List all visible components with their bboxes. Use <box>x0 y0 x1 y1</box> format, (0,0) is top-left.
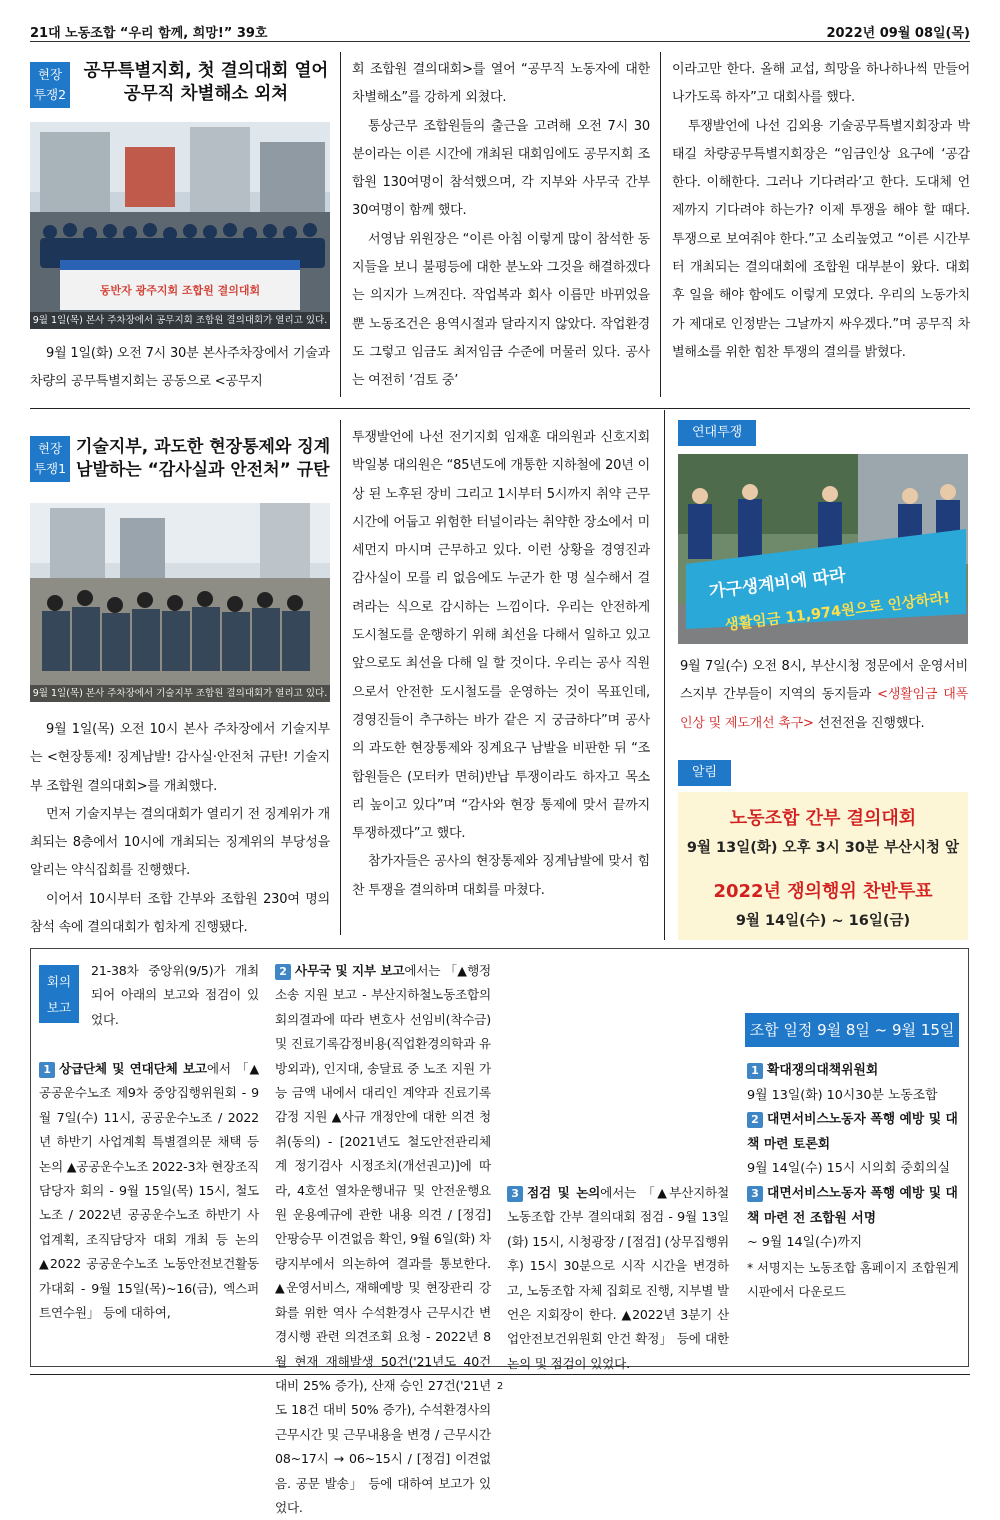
item-title: 대면서비스노동자 폭행 예방 및 대책 마련 전 조합원 서명 <box>747 1185 958 1226</box>
section-number: 3 <box>507 1186 523 1202</box>
paragraph: 통상근무 조합원들의 출근을 고려해 오전 7시 30분이라는 이른 시간에 개최된 대회임에도 공무지회 조합원 130여명이 참석했으며, 각 지부와 사무국 간부 30여명이 함께 했다. <box>352 118 650 219</box>
article1-col1 <box>30 340 330 397</box>
article-headline <box>76 436 332 482</box>
section-text: 에서 「▲공공운수노조 제9차 중앙집행위원회 - 9월 7일(수) 11시, 공공운수노조 / 2022년 하반기 사업계획 특별결의문 채택 등 논의 ▲공공운수노조 2022-3차 현장조직담당자 회의 - 9월 15일(목) 15시, 철도노조 / 2022년 공공운수노조 하반기 사업계획, 조직담당자 대회 개최 등 논의 ▲2022 공공운수노조 노동안전보건활동가대회 - 9월 15일(목)~16(금), 엑스퍼트연수원」 등에 대하여, <box>39 1061 259 1321</box>
article-tag <box>30 62 70 108</box>
paragraph: 9월 1일(목) 오전 10시 본사 주차장에서 기술지부는 <현장통제! 징계남발! 감사실·안전처 규탄! 기술지부 조합원 결의대회>를 개최했다. <box>30 722 330 794</box>
schedule-item <box>747 1108 961 1157</box>
paragraph: 이어서 10시부터 조합 간부와 조합원 230여 명의 참석 속에 결의대회가 힘차게 진행됐다. <box>30 891 330 936</box>
paragraph: 회 조합원 결의대회>를 열어 “공무직 노동자에 대한 차별해소”를 강하게 외쳤다. <box>352 62 650 106</box>
headline-line: 공무특별지회, 첫 결의대회 열어 <box>83 61 329 81</box>
page-number: 2 <box>496 1381 504 1392</box>
notice-box <box>678 792 968 940</box>
schedule-item <box>747 1059 961 1084</box>
item-detail: 9월 14일(수) 15시 시의회 중회의실 <box>747 1161 950 1177</box>
schedule-note: * 서명지는 노동조합 홈페이지 조합원게시판에서 다운로드 <box>747 1260 959 1300</box>
photo-caption: 9월 1일(목) 본사 주차장에서 공무지회 조합원 결의대회가 열리고 있다. <box>30 312 330 329</box>
paragraph: 9월 1일(화) 오전 7시 30분 본사주차장에서 기술과 차량의 공무특별지회는 공동으로 <공무지 <box>30 346 330 390</box>
tag-line: 현장 <box>37 67 63 82</box>
paragraph: 참가자들은 공사의 현장통제와 징계남발에 맞서 힘찬 투쟁을 결의하며 대회를 마쳤다. <box>352 854 650 898</box>
paragraph: 먼저 기술지부는 결의대회가 열리기 전 징계위가 개최되는 8층에서 10시에 개최되는 징계위의 부당성을 알리는 약식집회를 진행했다. <box>30 806 330 879</box>
column-rule <box>664 410 665 940</box>
headline-line: 기술지부, 과도한 현장통제와 징계 <box>76 437 331 457</box>
issue-date: 2022년 09월 08일(목) <box>826 26 970 41</box>
caption-text: 선전전을 진행했다. <box>813 715 925 731</box>
item-number: 3 <box>747 1186 763 1202</box>
meeting-section-2 <box>275 959 491 1520</box>
schedule-list <box>747 1059 961 1305</box>
notice-event-detail: 9월 14일(수) ~ 16일(금) <box>735 913 911 929</box>
schedule-header: 조합 일정 9월 8일 ~ 9월 15일 <box>745 1013 959 1047</box>
section-text: 에서는 「▲부산지하철 노동조합 간부 결의대회 점검 - 9월 13일(화) 15시, 시청광장 / [점검] (상무집행위 후) 15시 30분으로 시작 시간을 변경하고, 노동조합 자체 집회로 진행, 지부별 발언은 지회장이 한다. ▲2022년 3분기 산업안전보건위원회 안건 확정」 등에 대한 논의 및 점검이 있었다. <box>507 1185 729 1371</box>
caption-text: 9월 7일(수) 오전 8시, 부산시청 정문에서 운영서비스지부 간부들이 지역의 동지들과 <box>680 659 968 703</box>
paragraph: 서영남 위원장은 “이른 아침 이렇게 많이 참석한 동지들을 보니 불평등에 대한 분노와 그것을 해결하겠다는 의지가 느껴진다. 작업복과 회사 이름만 바뀌었을 뿐 노동조건은 용역시절과 달라지지 않았다. 작업환경도 그렇고 임금도 최저임금 수준에 머물러 있다. 공사는 여전히 ‘검토 중’ <box>352 231 650 389</box>
section-text: 에서는 「▲행정소송 지원 보고 - 부산지하철노동조합의 회의결과에 따라 변호사 선임비(착수금) 및 진료기록감정비용(직업환경의학과 유방외과), 인지대, 송달료 중 노조 지원 가능 금액 내에서 대리인 계약과 진료기록감정 지원 ▲사규 개정안에 대한 의견 청취(동의) - [2021년도 철도안전관리체계 정기검사 시정조치(개선권고)]에 따라, 4호선 열차운행내규 및 안전운행요원 운용예규에 관한 내용 의견 / [정검] 안팡승무 이견없음 확인, 9월 6일(화) 차량지부에서 의논하여 결과를 통보한다. ▲운영서비스, 재해예방 및 현장관리 강화를 위한 역사 수석환경사 근무시간 변경시행 관련 의견조회 요청 - 2022년 8월 현재 재해발생 50건('21년도 40건 대비 25% 증가), 산재 승인 27건('21년도 18건 대비 50% 증가), 수석환경사의 근무시간 및 근무내용을 변경 / 근무시간 08~17시 → 06~15시 / [정검] 이견없음. 공문 발송」 등에 대하여 보고가 있었다. <box>275 963 492 1515</box>
newsletter-title: 21대 노동조합 “우리 함께, 희망!” 39호 <box>30 26 268 41</box>
article-headline <box>76 60 336 106</box>
solidarity-caption <box>680 653 968 738</box>
notice-event-detail: 9월 13일(화) 오후 3시 30분 부산시청 앞 <box>686 840 960 856</box>
tag-line: 보고 <box>46 1000 72 1015</box>
meeting-intro: 21-38차 중앙위(9/5)가 개최되어 아래의 보고와 점검이 있었다. <box>91 963 259 1027</box>
section-tag: 연대투쟁 <box>678 420 756 446</box>
meeting-section-1 <box>39 1057 259 1325</box>
banner-text: 생활임금 11,974원으로 인상하라! <box>724 590 952 634</box>
item-detail: ~ 9월 14일(수)까지 <box>747 1235 863 1251</box>
headline-line: 남발하는 “감사실과 안전처” 규탄 <box>76 460 330 480</box>
section-number: 1 <box>39 1062 55 1078</box>
rally-photo <box>30 503 330 702</box>
headline-line: 공무직 차별해소 외쳐 <box>123 84 289 104</box>
banner-text: 가구생계비에 따라 <box>708 565 847 603</box>
item-title: 확대쟁의대책위원회 <box>767 1063 879 1078</box>
section-title: 사무국 및 지부 보고 <box>295 963 405 978</box>
article1-col3 <box>672 56 970 367</box>
page-header <box>30 22 970 42</box>
item-number: 1 <box>747 1063 763 1079</box>
article-tag <box>30 436 70 482</box>
photo-caption: 9월 1일(목) 본사 주차장에서 기술지부 조합원 결의대회가 열리고 있다. <box>30 685 330 702</box>
section-title: 상급단체 및 연대단체 보고 <box>59 1061 207 1076</box>
tag-line: 투쟁2 <box>33 87 67 102</box>
section-rule <box>30 408 970 409</box>
footer-rule <box>30 1374 970 1375</box>
notice-event-title: 2022년 쟁의행위 찬반투표 <box>713 881 933 902</box>
article2-col1 <box>30 716 330 942</box>
column-rule <box>660 52 661 397</box>
article2-col2 <box>352 424 650 905</box>
tag-line: 현장 <box>37 441 63 456</box>
article1-col2 <box>352 56 650 396</box>
item-detail: 9월 13일(화) 10시30분 노동조합 <box>747 1087 938 1103</box>
schedule-item <box>747 1182 961 1231</box>
paragraph: 투쟁발언에 나선 전기지회 임재훈 대의원과 신호지회 박일봉 대의원은 “85년도에 개통한 지하철에 20년 이상 된 노후된 장비 그리고 1시부터 5시까지 취약 근무 시간에 어둡고 위험한 터널이라는 취약한 장소에서 미세먼지 마시며 근무하고 있다. 이런 상황을 경영진과 감사실이 모를 리 없음에도 누군가 한 명 실수해서 걸려라는 식으로 감시하는 느낌이다. 우리는 안전하게 도시철도를 운행하기 위해 최선을 다해서 일하고 있고 앞으로도 최선을 다해 일 할 것이다. 우리는 공사 직원으로서 안전한 도시철도를 운영하는 것이 목표인데, 경영진들이 추구하는 바가 같은 지 궁금하다”며 공사의 과도한 현장통제와 징계요구 남발을 비판한 뒤 “조합원들은 (모터카 면허)반납 투쟁이라도 하자고 목소리 높이고 있다”며 “감사와 현장 통제에 맞서 끝까지 투쟁하겠다”고 했다. <box>352 430 650 842</box>
tag-line: 회의 <box>46 974 72 989</box>
rally-photo <box>30 122 330 329</box>
banner-text: 동반자 광주지회 조합원 결의대회 <box>99 284 261 297</box>
caption-highlight: <생활임금 대폭 인상 및 제도개선 촉구> <box>680 687 968 731</box>
picket-photo <box>678 454 968 644</box>
item-title: 대면서비스노동자 폭행 예방 및 대책 마련 토론회 <box>747 1112 958 1152</box>
meeting-section-3 <box>507 1181 729 1376</box>
paragraph: 투쟁발언에 나선 김외용 기술공무특별지회장과 박태길 차량공무특별지회장은 “임금인상 요구에 ‘공감한다. 이해한다. 그러나 기다려라’고 한다. 도대체 언제까지 기다려야 하는가? 이제 투쟁을 해야 할 때다. 투쟁으로 보여줘야 한다.”고 소리높였고 “이른 시간부터 개최되는 결의대회에 조합원 대부분이 왔다. 대회 후 일을 해야 함에도 이렇게 모였다. 우리의 노동가치가 제대로 인정받는 그날까지 싸우겠다.”며 공무직 차별해소를 위한 힘찬 투쟁의 결의를 밝혔다. <box>672 118 970 360</box>
meeting-report-box <box>30 948 969 1515</box>
item-number: 2 <box>747 1112 763 1128</box>
notice-event-title: 노동조합 간부 결의대회 <box>729 808 917 829</box>
section-title: 점검 및 논의 <box>527 1185 601 1200</box>
tag-line: 투쟁1 <box>33 461 67 476</box>
column-rule <box>340 420 341 935</box>
column-rule <box>340 52 341 397</box>
section-tag <box>39 965 79 1023</box>
section-tag: 알림 <box>678 760 731 786</box>
section-number: 2 <box>275 964 291 980</box>
paragraph: 이라고만 한다. 올해 교섭, 희망을 하나하나씩 만들어나가도록 하자”고 대회사를 했다. <box>672 62 970 106</box>
